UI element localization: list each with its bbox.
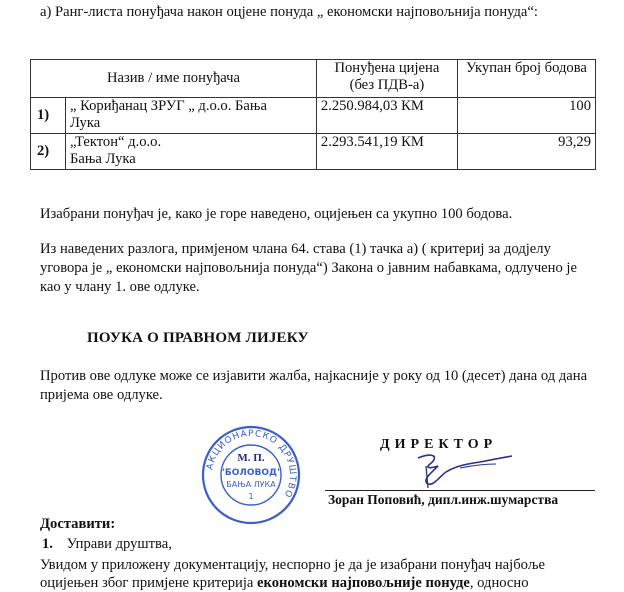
legal-remedy-text: Против ове одлуке може се изјавити жалба, најкасније у року од 10 (десет) дана од дана пријема ове одлуке.	[40, 368, 588, 403]
svg-text:АКЦИОНАРСКО ДРУШТВО: АКЦИОНАРСКО ДРУШТВО	[205, 428, 298, 500]
signature-line	[325, 490, 595, 491]
deliver-list-item	[42, 536, 172, 553]
director-title: ДИРЕКТОР	[380, 437, 498, 452]
row-points: 93,29	[457, 134, 595, 170]
svg-text:М. П.: М. П.	[237, 452, 265, 464]
footer-line-1: Увидом у приложену документацију, неспорно је да је изабрани понуђач најбоље	[40, 557, 546, 573]
legal-remedy-heading: ПОУКА О ПРАВНОМ ЛИЈЕКУ	[87, 330, 309, 346]
stamp-seal-icon	[195, 425, 307, 525]
row-bidder-name-line1: „Тектон“ д.о.о.	[70, 134, 162, 150]
header-price-line1: Понуђена цијена	[334, 60, 440, 76]
header-name: Назив / име понуђача	[31, 60, 317, 98]
deliver-label: Доставити:	[40, 516, 116, 532]
header-price	[316, 60, 457, 98]
deliver-item-number: 1.	[42, 536, 53, 552]
header-points: Укупан број бодова	[457, 60, 595, 98]
svg-text:1: 1	[248, 492, 254, 501]
ranking-table	[30, 59, 596, 170]
row-bidder-name	[66, 134, 317, 170]
footer-line-2-start: оцијењен због примјене критерија	[40, 575, 258, 591]
selected-bidder-text: Изабрани понуђач је, како је горе наведено, оцијењен са укупно 100 бодова.	[40, 206, 513, 222]
table-header-row	[31, 60, 596, 98]
intro-label: а)	[40, 4, 52, 20]
deliver-item-text: Управи друштва,	[66, 536, 172, 552]
table-row	[31, 98, 596, 134]
row-bidder-name-line2: Бања Лука	[70, 151, 136, 167]
header-price-line2: (без ПДВ-а)	[349, 77, 425, 93]
reasons-paragraph: Из наведених разлога, примјеном члана 64. става (1) тачка а) ( критериј за додјелу уговора је „ економски најповољнија понуда“) Закона о јавним набавкама, одлучено је као у члану 1. ове одлуке.	[40, 241, 577, 295]
intro-text: Ранг-листа понуђача након оцјене понуда „ економски најповољнија понуда“:	[55, 4, 538, 20]
ranking-intro	[40, 2, 610, 22]
svg-text:БАЊА ЛУКА: БАЊА ЛУКА	[226, 480, 276, 489]
director-name: Зоран Поповић, дипл.инж.шумарства	[328, 492, 559, 507]
row-number: 1)	[31, 98, 66, 134]
footer-line-2	[40, 575, 529, 592]
footer-line-2-end: , односно	[469, 575, 529, 591]
row-points: 100	[457, 98, 595, 134]
row-price: 2.293.541,19 КМ	[316, 134, 457, 170]
row-bidder-name	[66, 98, 317, 134]
footer-line-2-criterion: економски најповољније понуде	[257, 575, 470, 591]
table-row	[31, 134, 596, 170]
svg-text:"БОЛОВОД": "БОЛОВОД"	[220, 468, 282, 478]
row-bidder-name-line1: „ Кориђанац ЗРУГ „ д.о.о. Бања	[70, 98, 267, 114]
row-bidder-name-line2: Лука	[70, 115, 101, 131]
company-stamp	[195, 425, 307, 530]
row-number: 2)	[31, 134, 66, 170]
row-price: 2.250.984,03 КМ	[316, 98, 457, 134]
